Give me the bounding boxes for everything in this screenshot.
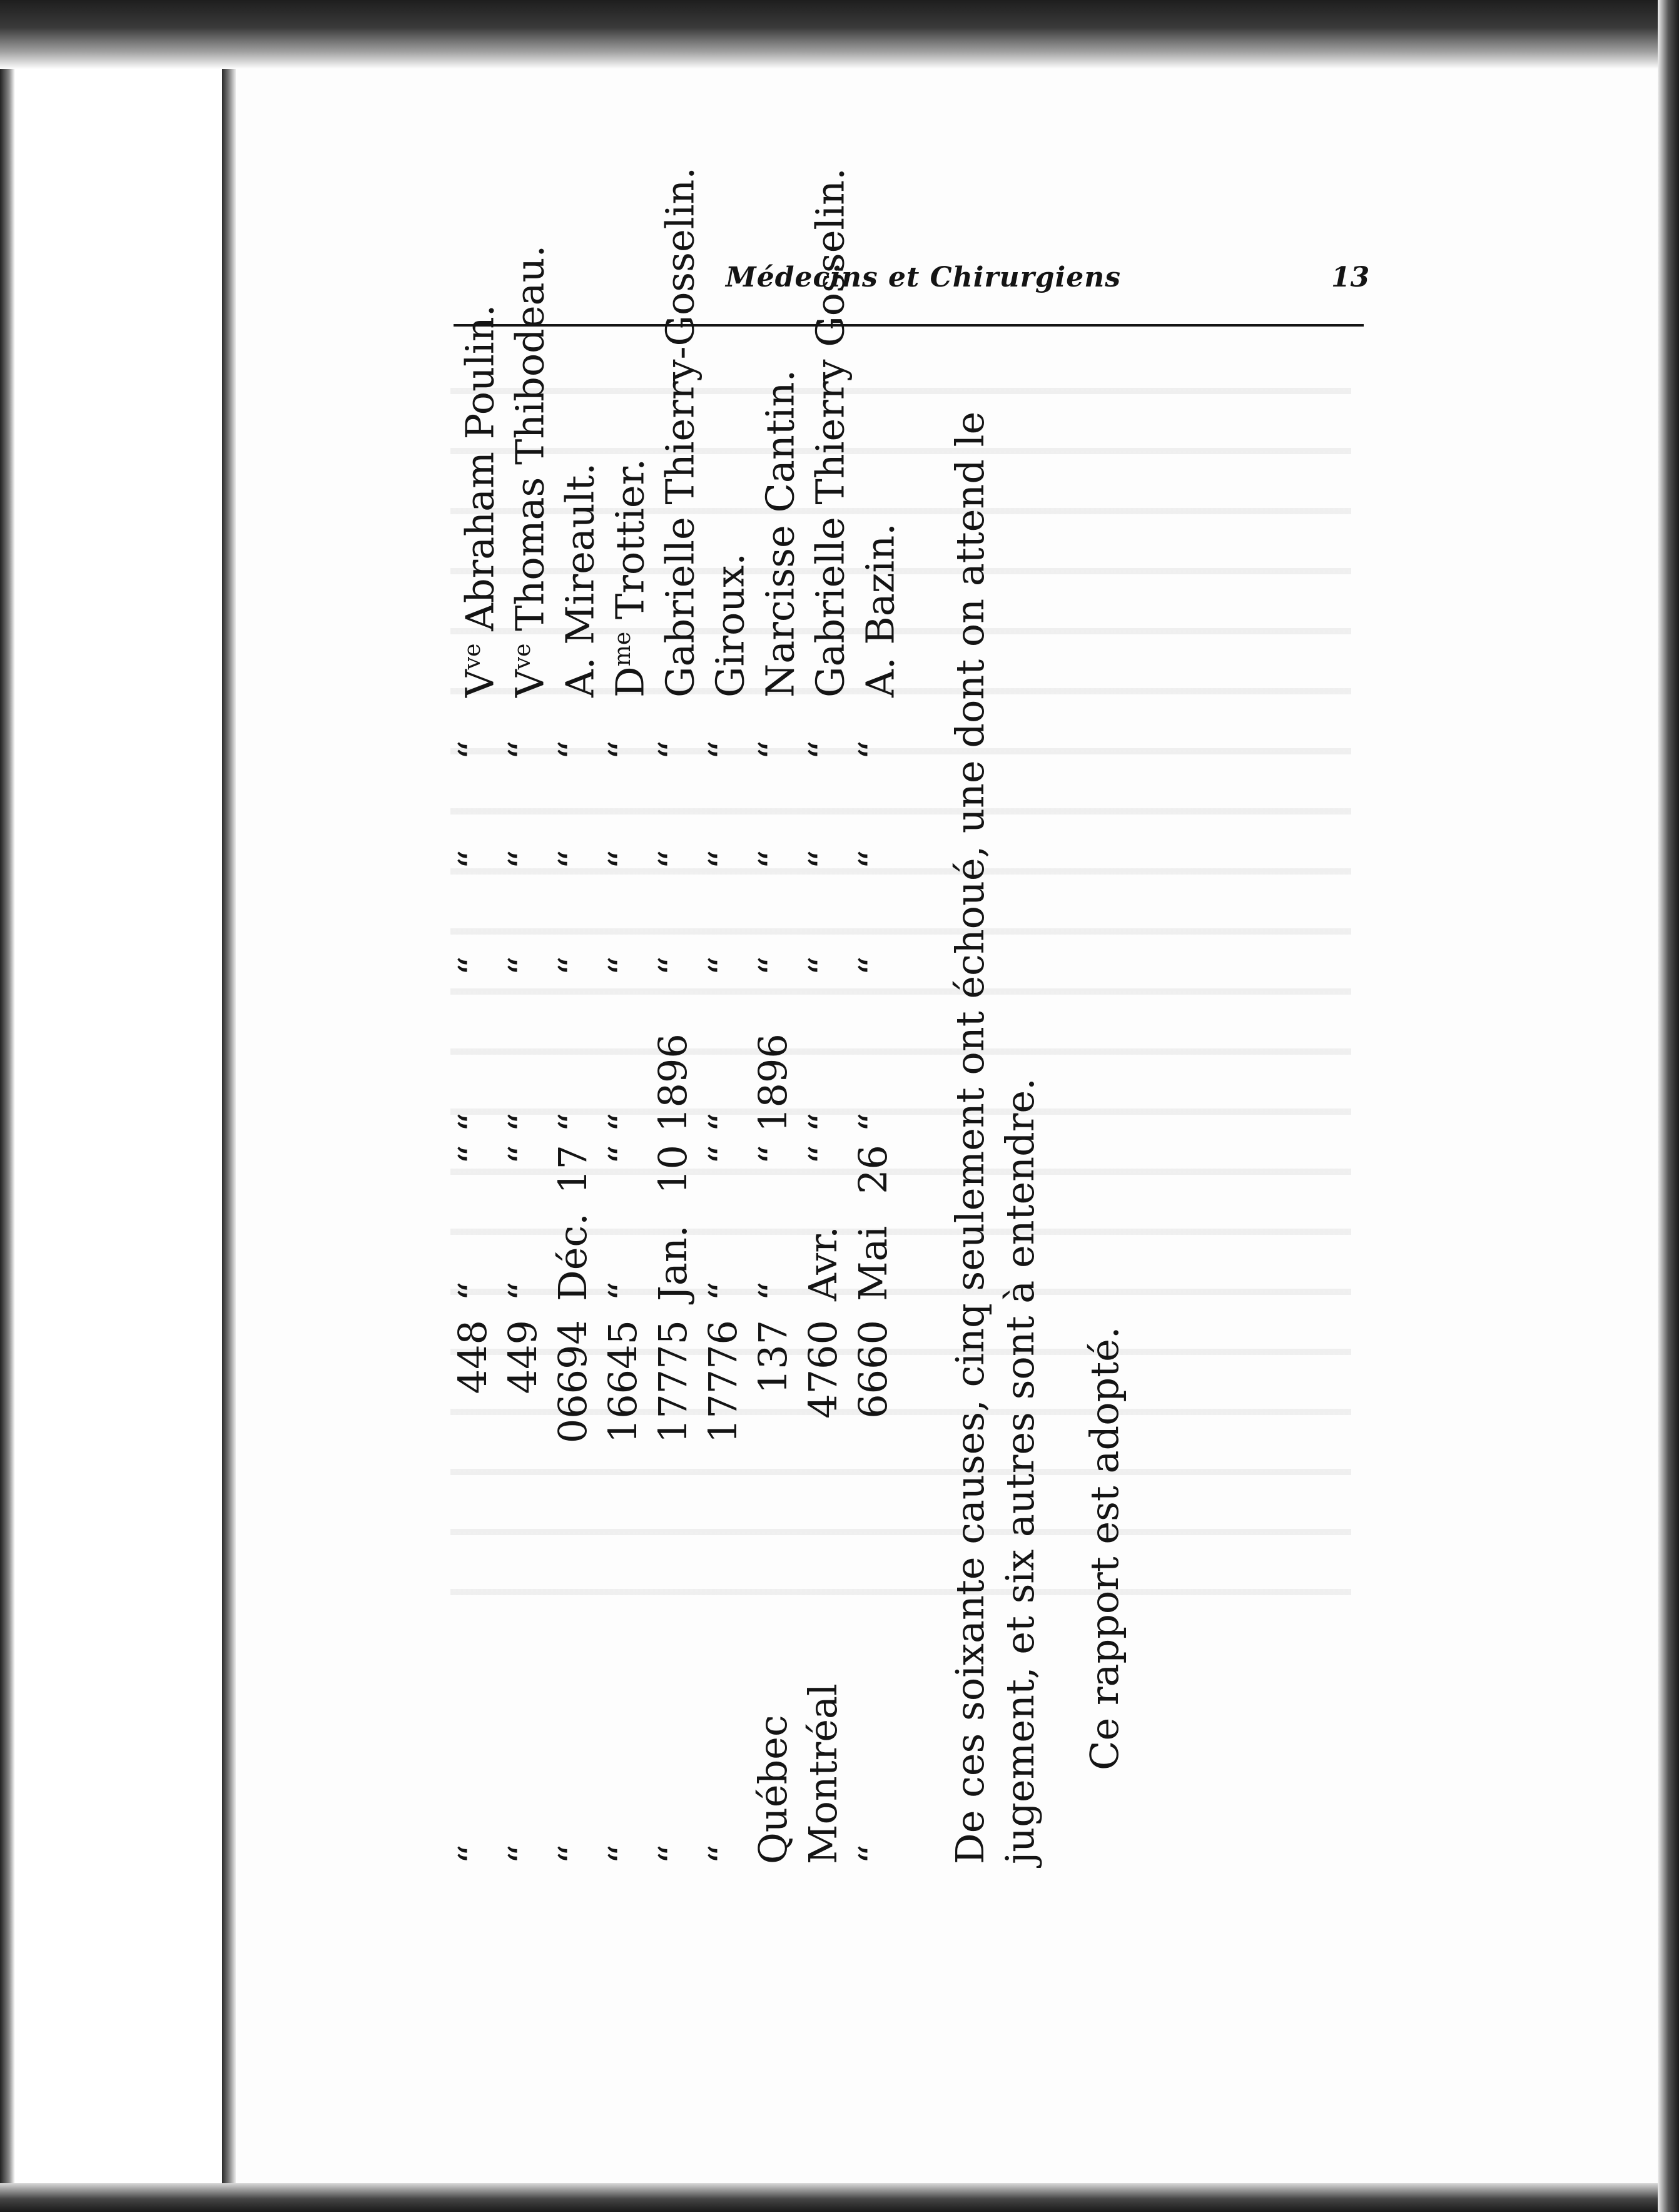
cell-num: 17775: [650, 1320, 696, 1444]
cell-num: 137: [750, 1320, 796, 1394]
cell-q2: “: [500, 850, 545, 870]
summary-paragraph-line-1: De ces soixante causes, cinq seulement ont échoué, une dont on attend le: [947, 411, 993, 1864]
cell-q3: “: [800, 740, 846, 760]
cell-day: “: [700, 1145, 746, 1165]
running-head: Médecins et Chirurgiens: [726, 261, 1121, 293]
cell-name: [801, 168, 853, 698]
cell-q3: “: [700, 740, 746, 760]
name-prefix: Narcisse Cantin.: [757, 369, 803, 698]
cell-place: “: [600, 1844, 646, 1864]
cell-name: [851, 523, 903, 698]
cell-num: 06694: [550, 1320, 596, 1444]
cell-day: “: [600, 1145, 646, 1165]
table-row: [600, 325, 653, 1864]
cell-name: [450, 305, 503, 698]
cell-q1: “: [800, 956, 846, 976]
cell-q3: “: [550, 740, 596, 760]
cell-year: 1896: [650, 1033, 696, 1132]
cell-q2: “: [750, 850, 796, 870]
cell-month: Avr.: [800, 1226, 846, 1301]
cell-year: “: [700, 1112, 746, 1132]
cell-q1: “: [700, 956, 746, 976]
name-suffix: Trottier.: [607, 458, 653, 632]
cell-num: 448: [450, 1320, 495, 1394]
cell-place: Québec: [750, 1715, 796, 1864]
cell-month: “: [600, 1281, 646, 1301]
cell-q2: “: [700, 850, 746, 870]
cell-q2: “: [800, 850, 846, 870]
cell-year: “: [800, 1112, 846, 1132]
cell-day: 17: [550, 1145, 596, 1194]
cell-year: “: [550, 1112, 596, 1132]
cell-year: 1896: [750, 1033, 796, 1132]
cell-num: 449: [500, 1320, 545, 1394]
cell-place: “: [500, 1844, 545, 1864]
cell-name: [500, 245, 553, 698]
cell-month: Jan.: [650, 1225, 696, 1301]
cell-day: “: [500, 1145, 545, 1165]
cell-place: “: [850, 1844, 896, 1864]
name-superscript: ve: [510, 643, 535, 670]
cell-q2: “: [650, 850, 696, 870]
cell-year: “: [450, 1112, 495, 1132]
cell-year: “: [850, 1112, 896, 1132]
cell-month: “: [500, 1281, 545, 1301]
cell-month: “: [450, 1281, 495, 1301]
cell-q3: “: [850, 740, 896, 760]
table-row: [450, 304, 503, 1864]
cell-q1: “: [750, 956, 796, 976]
table-row: [750, 325, 803, 1864]
name-prefix: V: [507, 669, 553, 698]
left-page-edge: [0, 0, 15, 2212]
name-prefix: Gabrielle Thierry Gosselin.: [807, 168, 853, 698]
cell-month: Mai: [850, 1225, 896, 1301]
cell-q3: “: [500, 740, 545, 760]
cell-q2: “: [450, 850, 495, 870]
summary-paragraph-line-2: jugement, et six autres sont à entendre.: [997, 1078, 1043, 1864]
cell-q1: “: [550, 956, 596, 976]
cell-q1: “: [850, 956, 896, 976]
scan-right-edge: [1658, 0, 1679, 2212]
cell-year: “: [600, 1112, 646, 1132]
cell-num: 6660: [850, 1320, 896, 1419]
cell-day: “: [800, 1145, 846, 1165]
name-prefix: A. Bazin.: [857, 523, 903, 698]
cell-day: 26: [850, 1145, 896, 1194]
name-suffix: Abraham Poulin.: [457, 304, 503, 644]
name-prefix: D: [607, 666, 653, 698]
cell-q3: “: [450, 740, 495, 760]
cell-month: Déc.: [550, 1213, 596, 1301]
name-superscript: me: [610, 631, 636, 667]
name-superscript: ve: [460, 643, 485, 670]
cell-place: “: [550, 1844, 596, 1864]
cell-q3: “: [650, 740, 696, 760]
cell-name: [601, 459, 653, 698]
cell-name: [701, 553, 753, 698]
table-row: [650, 167, 703, 1864]
cell-year: “: [500, 1112, 545, 1132]
cell-day: “: [750, 1145, 796, 1165]
name-prefix: A. Mireault.: [557, 462, 603, 698]
cell-month: “: [750, 1281, 796, 1301]
cell-place: “: [450, 1844, 495, 1864]
cell-q1: “: [600, 956, 646, 976]
cell-num: 4760: [800, 1320, 846, 1419]
table-row: [550, 325, 603, 1864]
cell-place: “: [700, 1844, 746, 1864]
table-row: [850, 325, 903, 1864]
cell-month: “: [700, 1281, 746, 1301]
cell-name: [550, 463, 603, 698]
name-prefix: Gabrielle Thierry-Gosselin.: [657, 167, 703, 698]
page-number: 13: [1331, 261, 1370, 293]
name-prefix: V: [457, 669, 503, 698]
cell-name: [651, 167, 703, 698]
table-row: [500, 245, 553, 1864]
adoption-paragraph: Ce rapport est adopté.: [1082, 1326, 1127, 1770]
book-spine-shadow: [222, 0, 236, 2212]
scan-bottom-edge: [0, 2183, 1679, 2212]
cell-place: “: [650, 1844, 696, 1864]
cell-name: [751, 370, 803, 698]
cell-q3: “: [600, 740, 646, 760]
cell-num: 17776: [700, 1320, 746, 1444]
cell-q3: “: [750, 740, 796, 760]
cell-q2: “: [550, 850, 596, 870]
cell-num: 16645: [600, 1320, 646, 1444]
name-suffix: Thomas Thibodeau.: [507, 245, 553, 644]
table-row: [700, 325, 753, 1864]
cell-q2: “: [600, 850, 646, 870]
cell-day: “: [450, 1145, 495, 1165]
name-prefix: Giroux.: [707, 553, 753, 698]
cell-place: Montréal: [800, 1683, 846, 1864]
cell-q1: “: [450, 956, 495, 976]
cell-q2: “: [850, 850, 896, 870]
cell-q1: “: [650, 956, 696, 976]
table-row: [800, 168, 853, 1864]
cell-day: 10: [650, 1145, 696, 1194]
scan-top-edge: [0, 0, 1679, 69]
cell-q1: “: [500, 956, 545, 976]
